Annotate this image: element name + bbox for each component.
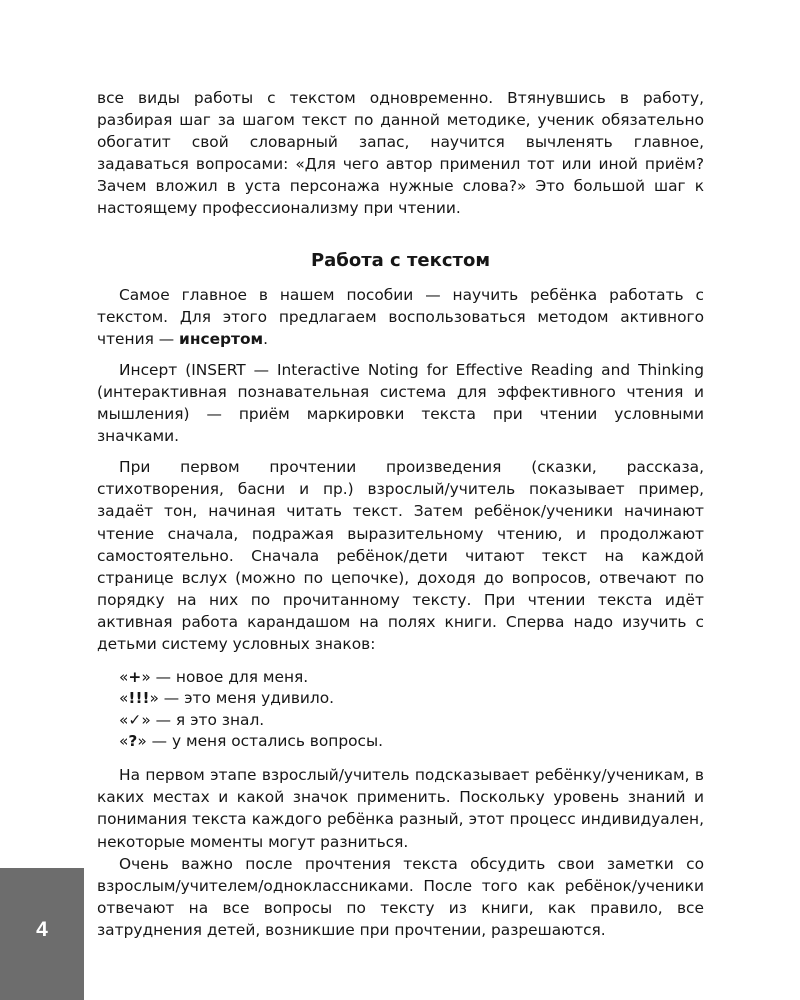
paragraph-first-stage: На первом этапе взрослый/учитель подсказывает ребёнку/ученикам, в каких местах и какой значок применить. Поскольку уровень знаний и понимания текста каждого ребёнка разный, этот процесс индивидуален, некоторые моменты могут разниться. [97, 766, 704, 851]
mark-item-surprise: «!!!» — это меня удивило. [119, 689, 335, 708]
mark-meaning: — я это знал. [150, 710, 265, 729]
section-heading: Работа с текстом [310, 249, 491, 271]
paragraph-text: Самое главное в нашем пособии — научить ребёнка работать с текстом. Для этого предлагаем воспользоваться методом активного чтения — [97, 285, 704, 348]
mark-symbol: + [128, 668, 142, 687]
intro-paragraph: все виды работы с текстом одновременно. Втянувшись в работу, разбирая шаг за шагом текст по данной методике, ученик обязательно обогатит свой словарный запас, научится вычленять главное, задаваться вопросами: «Для чего автор применил тот или иной приём? Зачем вложил в уста персонажа нужные слова?» Это большой шаг к настоящему профессионализму при чтении. [97, 89, 704, 218]
page-number: 4 [36, 918, 48, 941]
paragraph-insert-definition: Инсерт (INSERT — Interactive Noting for Effective Reading and Thinking (интерактивная познавательная система для эффективного чтения и мышления) — приём маркировки текста при чтении условными значками. [97, 360, 704, 446]
page-body [97, 87, 704, 941]
mark-symbol: ? [128, 731, 138, 750]
mark-item-questions: «?» — у меня остались вопросы. [119, 731, 384, 750]
paragraph-end: . [263, 329, 269, 348]
checkmark-icon: ✓ [128, 710, 142, 729]
mark-item-known: «✓» — я это знал. [119, 710, 265, 729]
page-number-tab [0, 868, 84, 1000]
mark-item-new: «+» — новое для меня. [119, 668, 309, 687]
paragraph-reading-process: При первом прочтении произведения (сказки, рассказа, стихотворения, басни и пр.) взрослый/учитель показывает пример, задаёт тон, начиная читать текст. Затем ребёнок/ученики начинают чтение сначала, подражая выразительному чтению, и продолжают самостоятельно. Сначала ребёнок/дети читают текст на каждой странице вслух (можно по цепочке), доходя до вопросов, отвечают по порядку на них по прочитанному тексту. При чтении текста идёт активная работа карандашом на полях книги. Сперва надо изучить с детьми систему условных знаков: [97, 458, 704, 653]
mark-meaning: — это меня удивило. [158, 689, 335, 708]
marks-list [97, 667, 704, 752]
paragraph-insert-method [97, 284, 704, 350]
paragraph-discussion: Очень важно после прочтения текста обсудить свои заметки со взрослым/учителем/одноклассниками. После того как ребёнок/ученики отвечают на все вопросы по тексту из книги, как правило, все затруднения детей, возникшие при прочтении, разрешаются. [97, 854, 704, 939]
mark-meaning: — у меня остались вопросы. [146, 731, 384, 750]
mark-meaning: — новое для меня. [150, 668, 309, 687]
mark-symbol: !!! [128, 689, 150, 708]
insert-term: инсертом [179, 329, 264, 348]
